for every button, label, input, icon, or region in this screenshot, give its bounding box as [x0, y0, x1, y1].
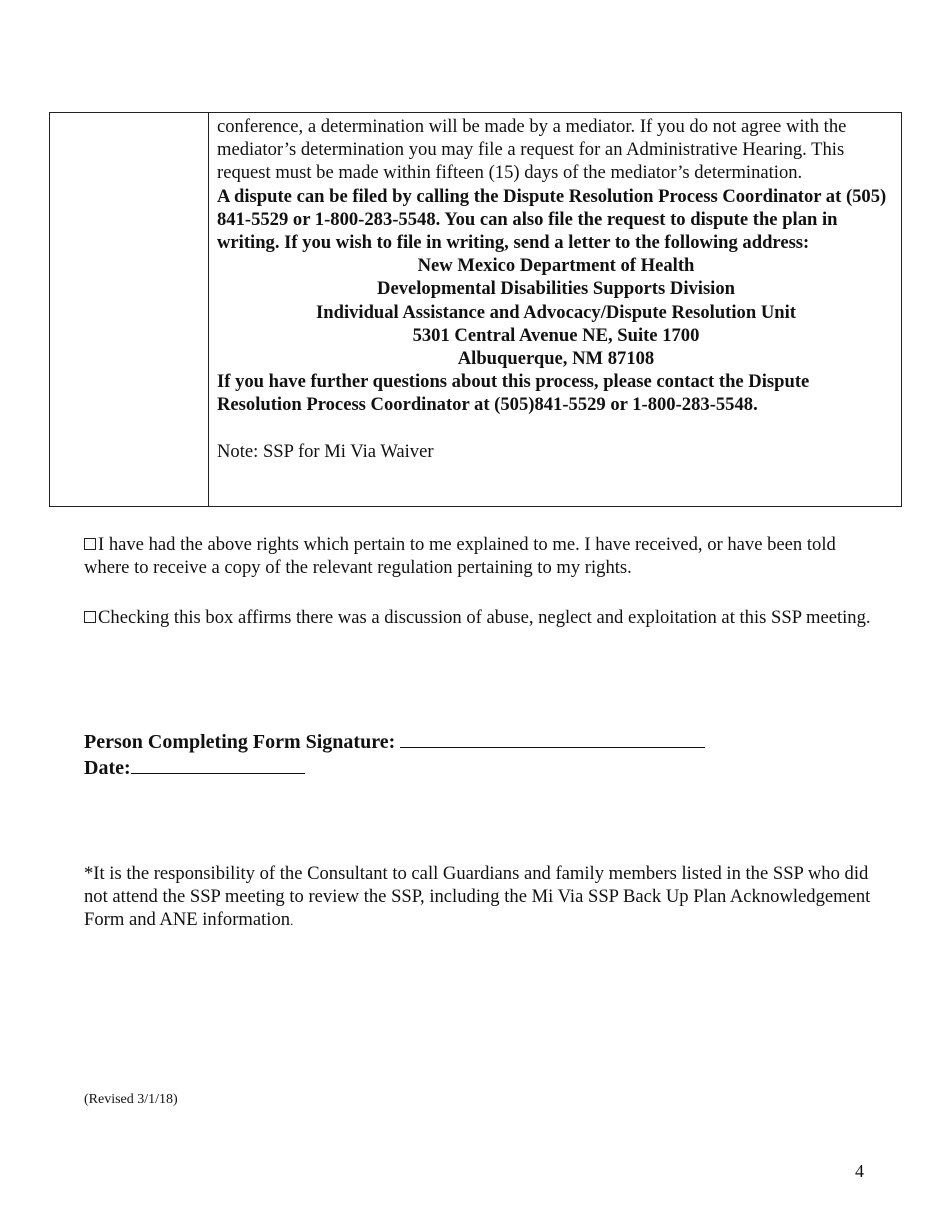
- consultant-responsibility-note: [84, 862, 884, 933]
- revision-date: (Revised 3/1/18): [84, 1092, 178, 1107]
- ane-acknowledgement: [84, 606, 884, 629]
- address-line: Albuquerque, NM 87108: [457, 348, 655, 370]
- page-number: 4: [855, 1161, 864, 1181]
- address-line: Developmental Disabilities Supports Division: [377, 278, 735, 300]
- table-left-cell: [50, 113, 209, 506]
- rights-acknowledgement: [84, 533, 884, 579]
- further-questions-paragraph: If you have further questions about this process, please contact the Dispute Resolution Process Coordinator at (505)841-5529 or 1-800-283-5548.: [217, 371, 810, 416]
- responsibility-text: *It is the responsibility of the Consultant to call Guardians and family members listed in the SSP who did not attend the SSP meeting to review the SSP, including the Mi Via SSP Back Up Plan Acknowledgement Form and ANE information: [84, 863, 871, 931]
- rights-table: [49, 112, 902, 507]
- signature-label: Person Completing Form Signature:: [84, 731, 396, 753]
- checkbox-rights-explained[interactable]: [84, 538, 96, 550]
- signature-block: [84, 729, 705, 781]
- waiver-note: Note: SSP for Mi Via Waiver: [217, 440, 434, 462]
- mediator-paragraph: conference, a determination will be made by a mediator. If you do not agree with the mediator’s determination you may file a request for an Administrative Hearing. This request must be made within fifteen (15) days of the mediator’s determination.: [217, 116, 847, 184]
- address-line: New Mexico Department of Health: [417, 255, 695, 277]
- date-row: [84, 755, 705, 781]
- checkbox-label: I have had the above rights which pertain to me explained to me. I have received, or have been told where to receive a copy of the relevant regulation pertaining to my rights.: [84, 534, 836, 579]
- checkbox-label: Checking this box affirms there was a discussion of abuse, neglect and exploitation at this SSP meeting.: [98, 607, 871, 628]
- address-line: 5301 Central Avenue NE, Suite 1700: [412, 324, 700, 346]
- table-right-cell: [209, 113, 901, 506]
- date-label: Date:: [84, 757, 131, 779]
- checkbox-ane-discussion[interactable]: [84, 611, 96, 623]
- responsibility-period: .: [290, 913, 294, 929]
- signature-row: [84, 729, 705, 755]
- address-line: Individual Assistance and Advocacy/Dispute Resolution Unit: [316, 301, 796, 323]
- signature-field[interactable]: [400, 729, 705, 748]
- date-field[interactable]: [131, 755, 305, 774]
- dispute-filing-paragraph: A dispute can be filed by calling the Dispute Resolution Process Coordinator at (505) 841-5529 or 1-800-283-5548. You can also file the request to dispute the plan in writing. If you wish to file in writing, send a letter to the following address:: [217, 185, 887, 254]
